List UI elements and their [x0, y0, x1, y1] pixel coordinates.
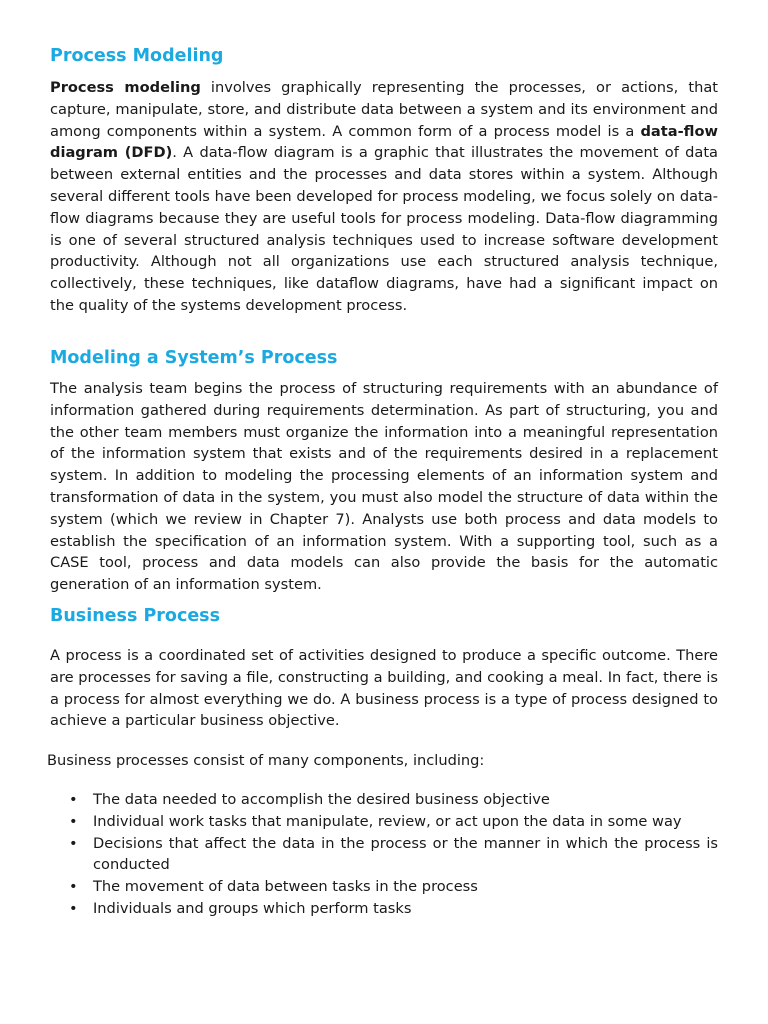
paragraph-modeling-system-process: The analysis team begins the process of structuring requirements with an abundance of information gathered during requirements determination. As part of structuring, you and the other team members must organize the information into a meaningful representation of the information system that exists and of the requirements desired in a replacement system. In addition to modeling the processing elements of an information system and transformation of data in the system, you must also model the structure of data within the system (which we review in Chapter 7). Analysts use both process and data models to establish the specification of an information system. With a supporting tool, such as a CASE tool, process and data models can also provide the basis for the automatic generation of an information system. — [50, 380, 718, 594]
heading-process-modeling: Process Modeling — [50, 46, 224, 66]
components-list — [50, 789, 718, 920]
components-intro: Business processes consist of many components, including: — [47, 752, 485, 769]
bold-term-process-modeling: Process modeling — [50, 79, 201, 96]
list-item: • The movement of data between tasks in the process — [50, 876, 718, 898]
list-item: • Decisions that affect the data in the process or the manner in which the process is conducted — [50, 833, 718, 877]
list-item: • Individuals and groups which perform tasks — [50, 898, 718, 920]
bold-term-dfd: data-flow diagram (DFD) — [50, 122, 718, 162]
paragraph-text-part-1: involves graphically representing the processes, or actions, that capture, manipulate, store, and distribute data between a system and its environment and among components within a system. A common form of a process model is a — [50, 79, 718, 140]
heading-business-process: Business Process — [50, 606, 221, 626]
paragraph-text-part-2: . A data-flow diagram is a graphic that illustrates the movement of data between external entities and the processes and data stores within a system. Although several different tools have been developed for process modeling, we focus solely on data-flow diagrams because they are useful tools for process modeling. Data-flow diagramming is one of several structured analysis techniques used to increase software development productivity. Although not all organizations use each structured analysis technique, collectively, these techniques, like dataflow diagrams, have had a significant impact on the quality of the systems development process. — [50, 144, 718, 314]
list-item: • Individual work tasks that manipulate, review, or act upon the data in some way — [50, 811, 718, 833]
paragraph-process-modeling — [50, 77, 718, 317]
paragraph-business-process: A process is a coordinated set of activities designed to produce a specific outcome. There are processes for saving a file, constructing a building, and cooking a meal. In fact, there is a process for almost everything we do. A business process is a type of process designed to achieve a particular business objective. — [50, 647, 718, 730]
list-item: • The data needed to accomplish the desired business objective — [50, 789, 718, 811]
heading-modeling-system-process: Modeling a System’s Process — [50, 348, 338, 368]
